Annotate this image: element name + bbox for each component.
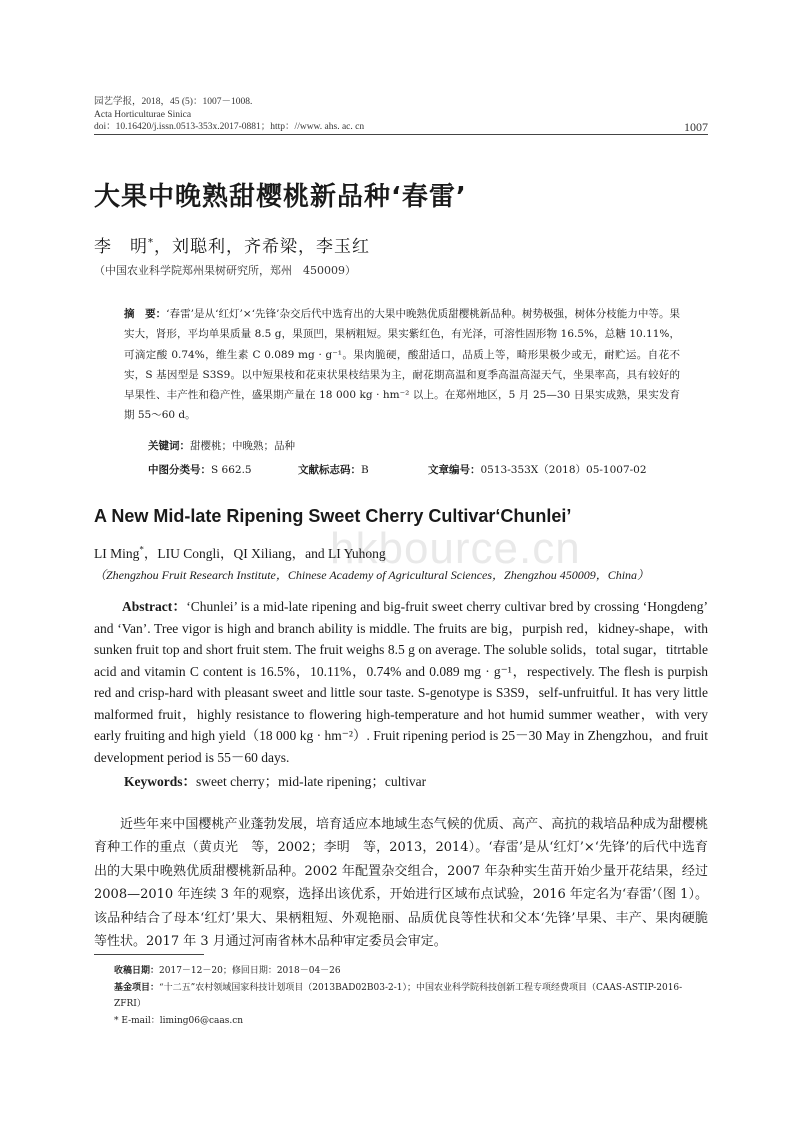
footnote-dates (94, 963, 708, 980)
authors-cn (94, 232, 370, 257)
author-first: 李 明 (94, 237, 148, 257)
abstract-en-text: ‘Chunlei’ is a mid-late ripening and big-fruit sweet cherry cultivar bred by crossing ‘Hongdeng’ and ‘Van’. Tree vigor is high and branch ability is middle. The fruits are big，purpish red，kidney-shape，with sunken fruit top and short fruit stem. The fruit weighs 8.5 g on average. The soluble solids，total sugar，titrtable acid and vitamin C content is 16.5%，10.11%，0.74% and 0.089 mg · g⁻¹，respectively. The flesh is purpish red and crisp-hard with pleasant sweet and little sour taste. S-genotype is S3S9，self-unfruitful. It has very little malformed fruit，highly resistance to flowering high-temperature and hot humid summer weather，with very early fruiting and high yield（18 000 kg · hm⁻²）. Fruit ripening period is 25－30 May in Zhengzhou，and fruit development period is 55－60 days. (94, 599, 708, 765)
clc-value: S 662.5 (211, 464, 252, 476)
fund-label: 基金项目： (114, 982, 160, 993)
body-paragraph: 近些年来中国樱桃产业蓬勃发展，培育适应本地域生态气候的优质、高产、高抗的栽培品种成为甜樱桃育种工作的重点（黄贞光 等，2002；李明 等，2013，2014）。‘春雷’是从‘红灯’×‘先锋’的后代中选育出的大果中晚熟优质甜樱桃新品种。2002 年配置杂交组合，2007 年杂种实生苗开始少量开花结果，经过 2008—2010 年连续 3 年的观察，选择出该优系，开始进行区域布点试验，2016 年定名为‘春雷’（图 1）。该品种结合了母本‘红灯’果大、果柄粗短、外观艳丽、品质优良等性状和父本‘先锋’早果、丰产、果肉硬脆等性状。2017 年 3 月通过河南省林木品种审定委员会审定。 (94, 817, 708, 950)
keywords-cn-text: 甜樱桃；中晚熟；品种 (190, 440, 295, 452)
doc-value: B (361, 464, 369, 476)
keywords-cn-label: 关键词： (148, 440, 190, 452)
dates-label: 收稿日期： (114, 966, 160, 976)
page-number: 1007 (684, 120, 708, 134)
footnote-rule (94, 954, 204, 955)
clc-label: 中图分类号： (148, 464, 211, 476)
authors-en (94, 542, 386, 562)
keywords-en-label: Keywords： (124, 774, 196, 789)
header-rule (94, 134, 708, 135)
doi-line: doi：10.16420/j.issn.0513-353x.2017-0881；http：//www. ahs. ac. cn (94, 122, 365, 132)
art-label: 文章编号： (428, 464, 481, 476)
keywords-en-text: sweet cherry；mid-late ripening；cultivar (196, 774, 427, 789)
footnote-email: * E-mail：liming06@caas.cn (114, 1015, 244, 1026)
abstract-cn (124, 304, 680, 426)
watermark: hkbource.cn (330, 524, 581, 573)
author-first-en: LI Ming (94, 546, 140, 561)
running-header (94, 96, 708, 134)
keywords-cn (148, 438, 295, 453)
abstract-en-label: Abstract： (122, 599, 187, 614)
clc-number (148, 462, 252, 477)
corresponding-mark: * (148, 237, 154, 249)
journal-citation-cn: 园艺学报，2018，45 (5)：1007－1008. (94, 97, 253, 107)
doc-code (298, 462, 369, 477)
abstract-cn-text: ‘春雷’是从‘红灯’×‘先锋’杂交后代中选育出的大果中晚熟优质甜樱桃新品种。树势极强，树体分枝能力中等。果实大，肾形，平均单果质量 8.5 g，果顶凹，果柄粗短。果实紫红色，有光泽，可溶性固形物 16.5%，总糖 10.11%，可滴定酸 0.74%，维生素 C 0.089 mg · g⁻¹。果肉脆硬，酸甜适口，品质上等，畸形果极少或无，耐贮运。自花不实，S 基因型是 S3S9。以中短果枝和花束状果枝结果为主，耐花期高温和夏季高温高湿天气，坐果率高，具有较好的早果性、丰产性和稳产性，盛果期产量在 18 000 kg · hm⁻² 以上。在郑州地区，5 月 25—30 日果实成熟，果实发育期 55～60 d。 (124, 308, 681, 422)
abstract-en (94, 596, 708, 768)
corresponding-mark-en: * (139, 544, 144, 555)
footnote-fund (94, 980, 708, 1013)
authors-rest-en: ，LIU Congli，QI Xiliang，and LI Yuhong (143, 546, 386, 561)
dates-value: 2017－12－20；修回日期：2018－04－26 (159, 966, 341, 976)
keywords-en (124, 770, 426, 790)
article-number (428, 462, 647, 477)
affiliation-en: （Zhengzhou Fruit Research Institute，Chinese Academy of Agricultural Sciences，Zhengzhou 450009，China） (94, 568, 650, 582)
affiliation-cn: （中国农业科学院郑州果树研究所，郑州 450009） (94, 264, 356, 277)
title-en: A New Mid-late Ripening Sweet Cherry Cultivar‘Chunlei’ (94, 506, 572, 526)
footnotes (94, 963, 708, 1029)
title-cn: 大果中晚熟甜樱桃新品种‘春雷’ (94, 182, 467, 212)
authors-rest: ，刘聪利，齐希梁，李玉红 (154, 237, 370, 257)
abstract-cn-label: 摘 要： (124, 308, 167, 320)
art-value: 0513-353X（2018）05-1007-02 (480, 464, 647, 476)
fund-value: “十二五”农村领域国家科技计划项目（2013BAD02B03-2-1）；中国农业科学院科技创新工程专项经费项目（CAAS-ASTIP-2016-ZFRI） (114, 982, 683, 1009)
journal-name-en: Acta Horticulturae Sinica (94, 109, 192, 120)
doc-label: 文献标志码： (298, 464, 361, 476)
